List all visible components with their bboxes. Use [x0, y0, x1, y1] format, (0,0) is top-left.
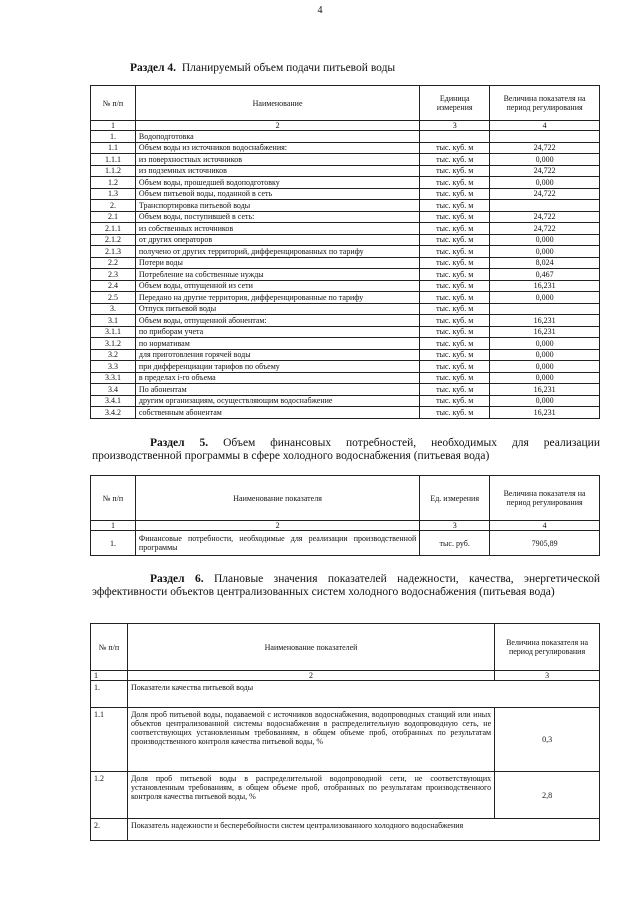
row-name: из подземных источников	[135, 165, 419, 177]
table-row	[91, 349, 600, 361]
section4-heading	[130, 62, 395, 75]
column-header: Величина показателя на период регулирования	[490, 476, 600, 521]
row-unit: тыс. куб. м	[420, 257, 490, 269]
table-row	[91, 681, 600, 708]
table-row	[91, 165, 600, 177]
row-value: 16,231	[490, 407, 600, 419]
row-unit: тыс. куб. м	[420, 154, 490, 166]
row-name: Объем воды, отпущенной из сети	[135, 280, 419, 292]
row-number: 3.4.1	[91, 395, 136, 407]
row-number: 1.1.1	[91, 154, 136, 166]
index-row	[91, 121, 600, 131]
row-unit	[420, 131, 490, 143]
row-name: Показатель надежности и бесперебойности систем централизованного холодного водоснабжения	[127, 819, 599, 841]
row-unit: тыс. куб. м	[420, 361, 490, 373]
row-name: Объем воды, поступившей в сеть:	[135, 211, 419, 223]
section5-heading	[92, 437, 600, 463]
row-value: 0,000	[490, 338, 600, 350]
row-value: 7905,89	[490, 531, 600, 556]
row-value: 24,722	[490, 142, 600, 154]
row-unit: тыс. куб. м	[420, 395, 490, 407]
row-value: 24,722	[490, 188, 600, 200]
row-number: 3.3.1	[91, 372, 136, 384]
row-name: собственным абонентам	[135, 407, 419, 419]
table-row	[91, 257, 600, 269]
row-name: Доля проб питьевой воды в распределительной водопроводной сети, не соответствующих установленным требованиям, в общем объеме проб, отобранных по результатам производственного контроля качества питьевой воды, %	[127, 772, 494, 819]
table-row	[91, 361, 600, 373]
header-row	[91, 476, 600, 521]
column-header: № п/п	[91, 86, 136, 121]
section6-title: Плановые значения показателей надежности, качества, энергетической эффективности объектов централизованных систем холодного водоснабжения (питьевая вода)	[92, 573, 601, 598]
row-name: из поверхностных источников	[135, 154, 419, 166]
table-row	[91, 315, 600, 327]
table-row	[91, 223, 600, 235]
header-row	[91, 624, 600, 671]
row-number: 1.1.2	[91, 165, 136, 177]
row-number: 2.1.1	[91, 223, 136, 235]
row-name: Объем воды из источников водоснабжения:	[135, 142, 419, 154]
column-index: 1	[91, 671, 128, 681]
table-row	[91, 188, 600, 200]
column-header: Единица измерения	[420, 86, 490, 121]
table-row	[91, 384, 600, 396]
row-unit: тыс. куб. м	[420, 211, 490, 223]
table-row	[91, 531, 600, 556]
column-header: Наименование показателей	[127, 624, 494, 671]
table-row	[91, 131, 600, 143]
row-number: 2.1	[91, 211, 136, 223]
row-unit: тыс. куб. м	[420, 177, 490, 189]
column-index: 4	[490, 521, 600, 531]
row-value	[490, 303, 600, 315]
column-header: Наименование показателя	[135, 476, 419, 521]
row-name: другим организациям, осуществляющим водоснабжение	[135, 395, 419, 407]
table-row	[91, 772, 600, 819]
table-row	[91, 142, 600, 154]
row-name: Финансовые потребности, необходимые для реализации производственной программы	[135, 531, 419, 556]
row-number: 1.1	[91, 708, 128, 772]
section5-label: Раздел 5.	[150, 437, 209, 449]
row-unit: тыс. куб. м	[420, 384, 490, 396]
column-header: Ед. измерения	[420, 476, 490, 521]
row-number: 3.1.1	[91, 326, 136, 338]
row-number: 3.3	[91, 361, 136, 373]
row-name: Отпуск питьевой воды	[135, 303, 419, 315]
row-value: 0,000	[490, 246, 600, 258]
row-value: 0,3	[495, 708, 600, 772]
row-value: 8,024	[490, 257, 600, 269]
table-row	[91, 372, 600, 384]
row-number: 2.	[91, 200, 136, 212]
row-name: Потребление на собственные нужды	[135, 269, 419, 281]
index-row	[91, 521, 600, 531]
row-value: 0,000	[490, 234, 600, 246]
table-row	[91, 338, 600, 350]
column-index: 1	[91, 521, 136, 531]
row-number: 1.2	[91, 177, 136, 189]
row-name: для приготовления горячей воды	[135, 349, 419, 361]
row-value: 24,722	[490, 211, 600, 223]
page-number: 4	[317, 5, 323, 16]
index-row	[91, 671, 600, 681]
row-value: 0,000	[490, 349, 600, 361]
row-unit: тыс. куб. м	[420, 142, 490, 154]
row-number: 3.4	[91, 384, 136, 396]
row-name: Объем воды, отпущенной абонентам:	[135, 315, 419, 327]
column-index: 3	[420, 521, 490, 531]
reliability-indicators-table	[90, 623, 600, 841]
row-unit: тыс. куб. м	[420, 280, 490, 292]
table-row	[91, 326, 600, 338]
row-value: 0,000	[490, 361, 600, 373]
column-header: № п/п	[91, 624, 128, 671]
column-index: 3	[495, 671, 600, 681]
row-name: Доля проб питьевой воды, подаваемой с источников водоснабжения, водопроводных станций или иных объектов централизованной системы водоснабжения в распределительную водопроводную сеть, не соответствующих установленным требованиям, в общем объеме проб, отобранных по результатам производственного контроля качества питьевой воды, %	[127, 708, 494, 772]
row-unit: тыс. куб. м	[420, 315, 490, 327]
row-value: 24,722	[490, 165, 600, 177]
row-number: 1.	[91, 681, 128, 708]
column-index: 2	[127, 671, 494, 681]
table-row	[91, 246, 600, 258]
column-index: 2	[135, 521, 419, 531]
section6-label: Раздел 6.	[150, 573, 204, 585]
row-value: 16,231	[490, 315, 600, 327]
table-row	[91, 819, 600, 841]
row-value	[490, 131, 600, 143]
row-name: Показатели качества питьевой воды	[127, 681, 599, 708]
row-unit: тыс. куб. м	[420, 246, 490, 258]
row-name: от других операторов	[135, 234, 419, 246]
row-unit: тыс. куб. м	[420, 326, 490, 338]
row-unit: тыс. куб. м	[420, 349, 490, 361]
row-number: 2.4	[91, 280, 136, 292]
row-value: 0,000	[490, 292, 600, 304]
row-number: 2.	[91, 819, 128, 841]
row-unit: тыс. куб. м	[420, 188, 490, 200]
row-value: 0,000	[490, 395, 600, 407]
row-value: 0,000	[490, 154, 600, 166]
row-value: 16,231	[490, 384, 600, 396]
table-row	[91, 407, 600, 419]
section5-title: Объем финансовых потребностей, необходимых для реализации производственной программы в сфере холодного водоснабжения (питьевая вода)	[92, 437, 600, 462]
row-value	[490, 200, 600, 212]
row-value: 16,231	[490, 326, 600, 338]
row-number: 1.3	[91, 188, 136, 200]
row-name: получено от других территорий, дифференцированных по тарифу	[135, 246, 419, 258]
table-row	[91, 200, 600, 212]
row-number: 2.5	[91, 292, 136, 304]
row-number: 3.1.2	[91, 338, 136, 350]
row-number: 2.3	[91, 269, 136, 281]
row-unit: тыс. куб. м	[420, 223, 490, 235]
row-number: 2.1.3	[91, 246, 136, 258]
table-row	[91, 292, 600, 304]
table-row	[91, 234, 600, 246]
row-name: Передано на другие территория, дифференцированные по тарифу	[135, 292, 419, 304]
row-value: 0,000	[490, 177, 600, 189]
column-index: 3	[420, 121, 490, 131]
column-header: Величина показателя на период регулирования	[495, 624, 600, 671]
row-name: Водоподготовка	[135, 131, 419, 143]
row-value: 2,8	[495, 772, 600, 819]
row-unit: тыс. куб. м	[420, 338, 490, 350]
row-name: Объем воды, прошедшей водоподготовку	[135, 177, 419, 189]
row-name: Потери воды	[135, 257, 419, 269]
table-row	[91, 395, 600, 407]
section6-heading	[92, 573, 600, 599]
row-unit: тыс. куб. м	[420, 269, 490, 281]
row-unit: тыс. куб. м	[420, 372, 490, 384]
row-unit: тыс. куб. м	[420, 407, 490, 419]
row-name: По абонентам	[135, 384, 419, 396]
table-row	[91, 280, 600, 292]
row-number: 1.	[91, 531, 136, 556]
column-index: 1	[91, 121, 136, 131]
row-name: по приборам учета	[135, 326, 419, 338]
row-unit: тыс. куб. м	[420, 303, 490, 315]
row-number: 2.1.2	[91, 234, 136, 246]
row-name: из собственных источников	[135, 223, 419, 235]
row-name: в пределах i-го объема	[135, 372, 419, 384]
table-row	[91, 303, 600, 315]
row-number: 3.4.2	[91, 407, 136, 419]
section4-label: Раздел 4.	[130, 62, 177, 74]
row-number: 1.1	[91, 142, 136, 154]
row-name: по нормативам	[135, 338, 419, 350]
row-name: Объем питьевой воды, поданной в сеть	[135, 188, 419, 200]
row-number: 3.1	[91, 315, 136, 327]
table-row	[91, 708, 600, 772]
table-row	[91, 154, 600, 166]
table-row	[91, 269, 600, 281]
table-row	[91, 177, 600, 189]
row-value: 16,231	[490, 280, 600, 292]
row-value: 0,467	[490, 269, 600, 281]
row-name: при дифференциации тарифов по объему	[135, 361, 419, 373]
section4-title: Планируемый объем подачи питьевой воды	[181, 62, 396, 74]
row-number: 3.	[91, 303, 136, 315]
financial-needs-table	[90, 475, 600, 556]
planned-water-supply-table	[90, 85, 600, 419]
column-header: Величина показателя на период регулирования	[490, 86, 600, 121]
row-number: 1.2	[91, 772, 128, 819]
row-number: 3.2	[91, 349, 136, 361]
row-number: 2.2	[91, 257, 136, 269]
row-unit: тыс. куб. м	[420, 200, 490, 212]
row-unit: тыс. куб. м	[420, 234, 490, 246]
row-unit: тыс. куб. м	[420, 165, 490, 177]
row-name: Транспортировка питьевой воды	[135, 200, 419, 212]
column-header: Наименование	[135, 86, 419, 121]
row-unit: тыс. руб.	[420, 531, 490, 556]
column-header: № п/п	[91, 476, 136, 521]
header-row	[91, 86, 600, 121]
column-index: 2	[135, 121, 419, 131]
column-index: 4	[490, 121, 600, 131]
row-number: 1.	[91, 131, 136, 143]
row-value: 24,722	[490, 223, 600, 235]
row-value: 0,000	[490, 372, 600, 384]
table-row	[91, 211, 600, 223]
row-unit: тыс. куб. м	[420, 292, 490, 304]
